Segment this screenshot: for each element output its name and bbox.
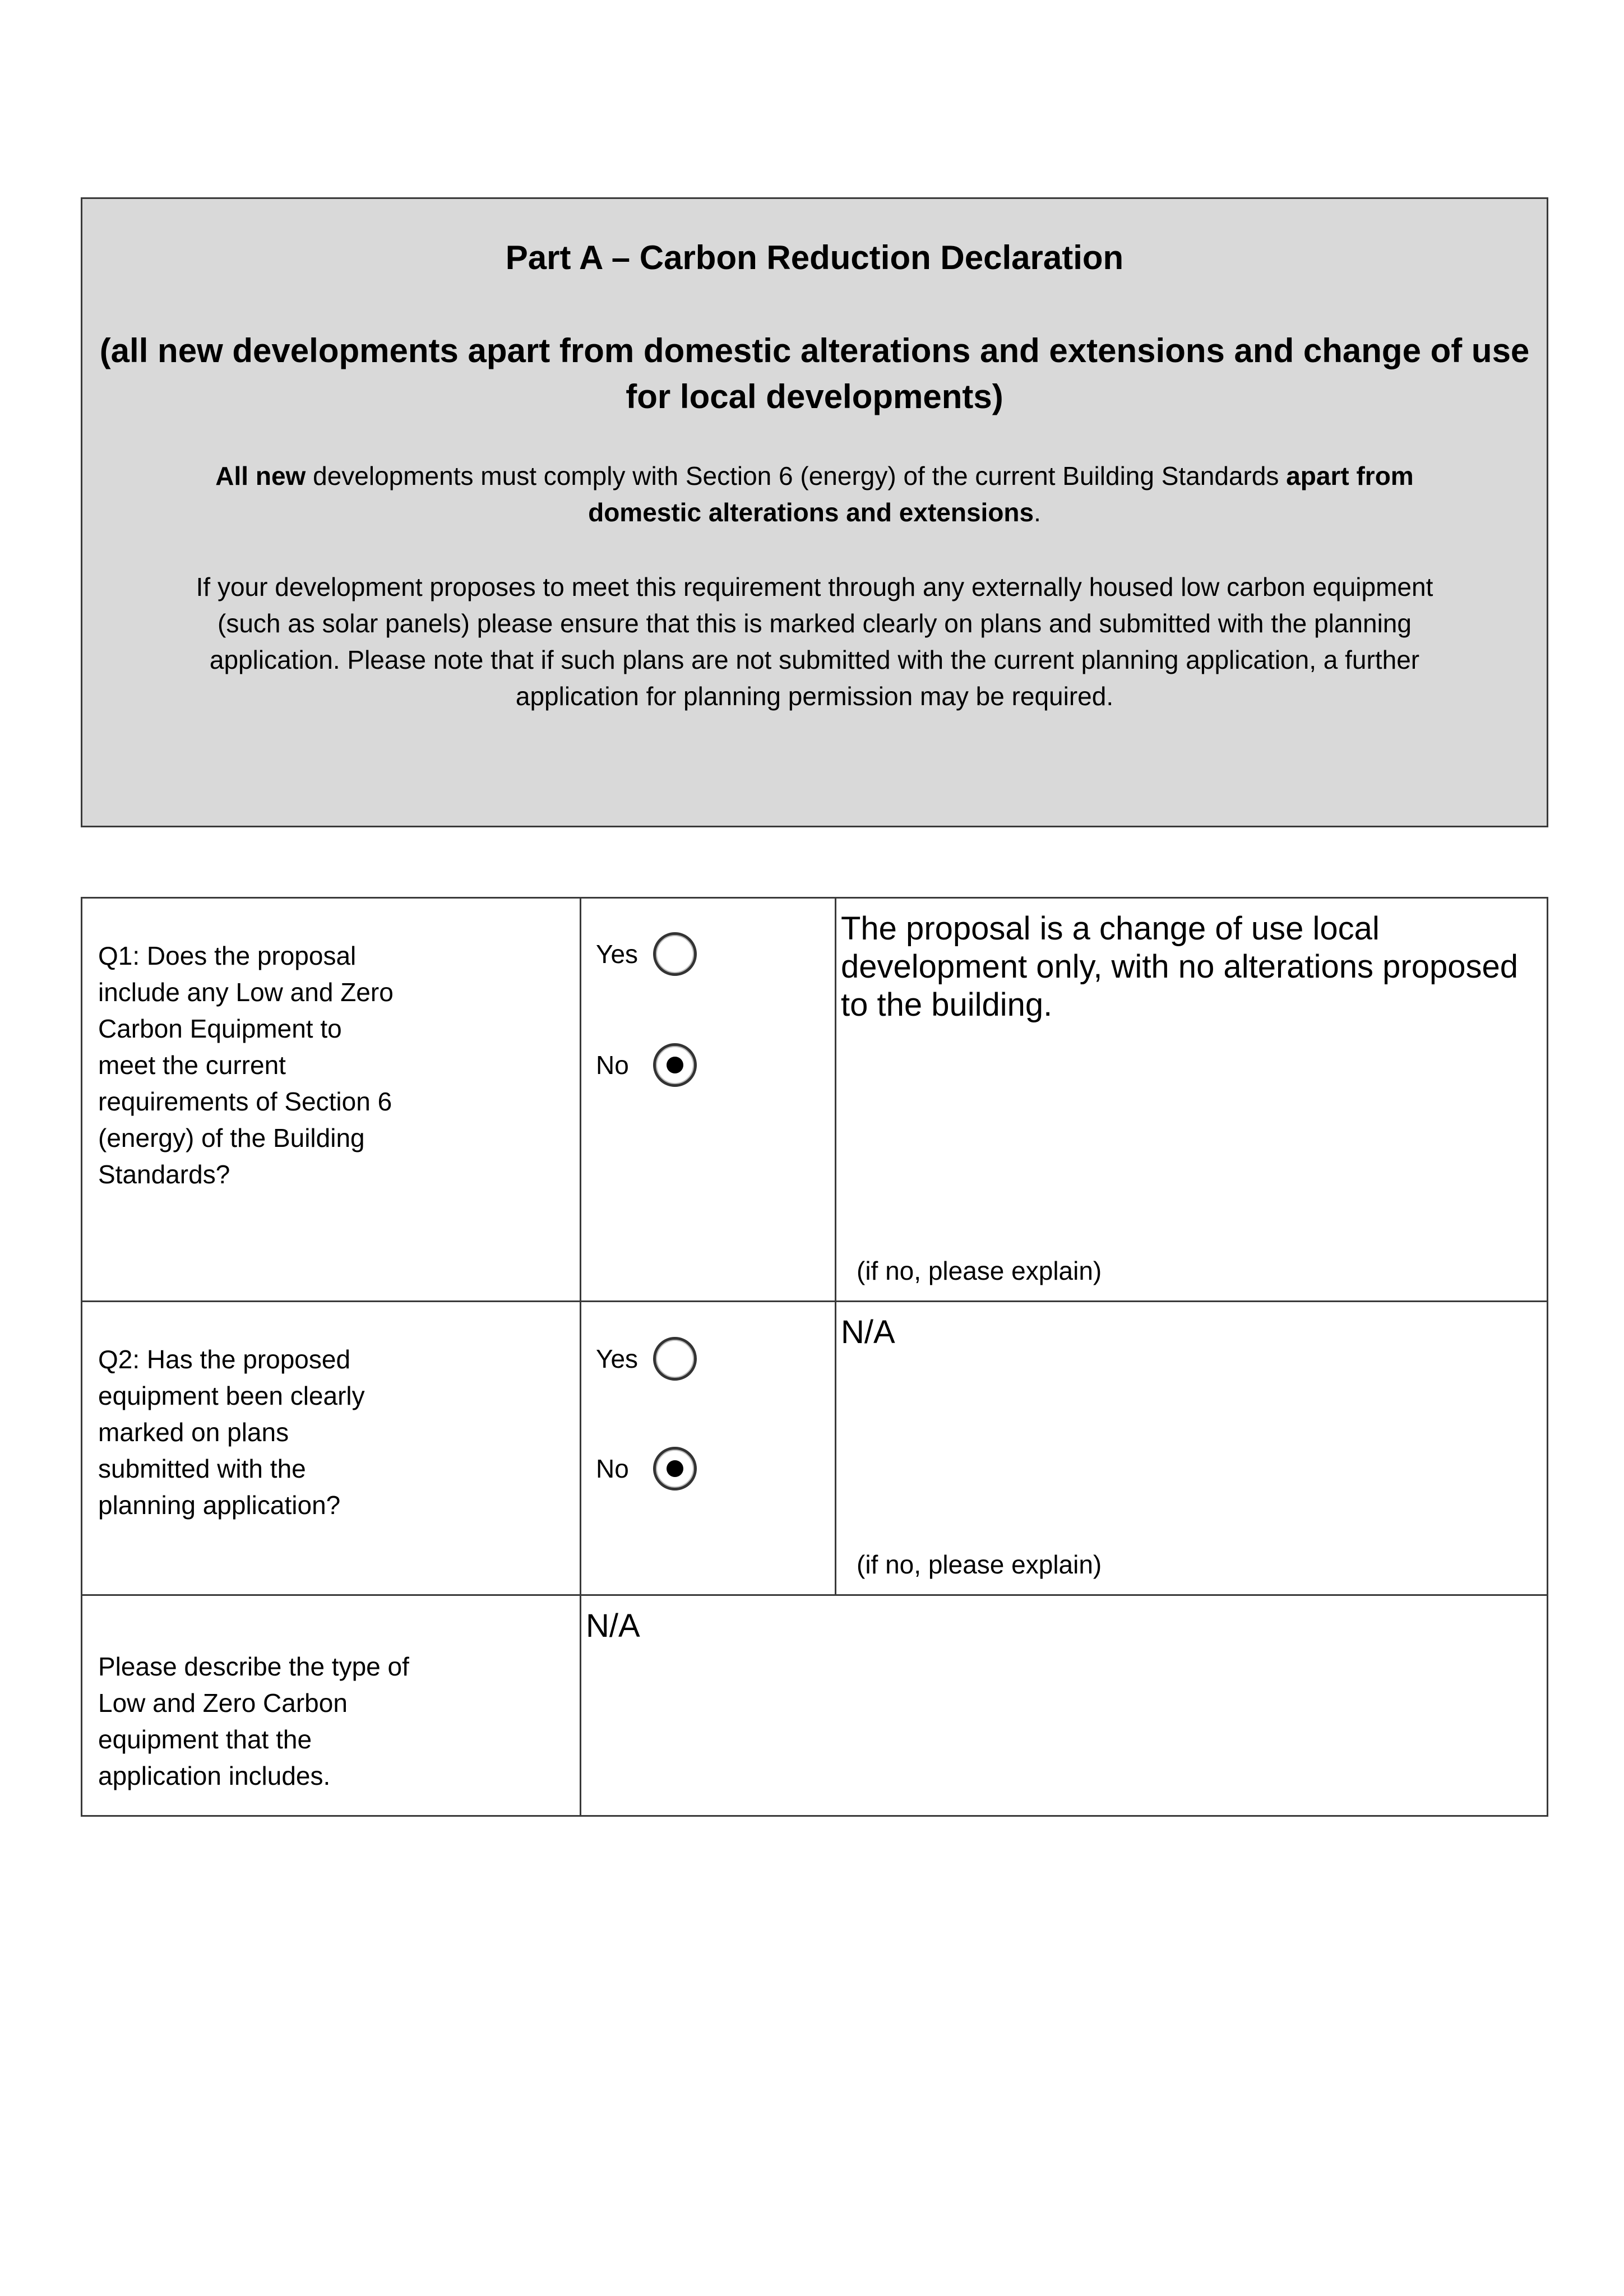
q1-no-label: No <box>596 1050 629 1080</box>
q2-question: Q2: Has the proposed equipment been clearly marked on plans submitted with the planning application? <box>98 1345 365 1520</box>
q1-no-option[interactable] <box>596 1043 697 1087</box>
q2-row <box>82 1302 1548 1595</box>
page-subtitle: (all new developments apart from domestic alterations and extensions and change of use for local developments) <box>99 332 1530 415</box>
q2-no-label: No <box>596 1454 629 1483</box>
q1-yes-radio[interactable] <box>653 932 697 976</box>
compliance-text-1: developments must comply with Section 6 (energy) of the current Building Standards <box>306 461 1287 490</box>
q2-no-option[interactable] <box>596 1447 697 1490</box>
q2-question-cell <box>82 1302 581 1595</box>
q3-question: Please describe the type of Low and Zero Carbon equipment that the application includes. <box>98 1652 409 1790</box>
compliance-bold-all-new: All new <box>215 461 306 490</box>
compliance-paragraph <box>195 458 1435 531</box>
q3-answer-cell[interactable] <box>581 1595 1548 1816</box>
q2-yes-label: Yes <box>596 1344 639 1373</box>
q1-explain-cell[interactable] <box>836 898 1548 1302</box>
q2-explain-cell[interactable] <box>836 1302 1548 1595</box>
page-title: Part A – Carbon Reduction Declaration <box>505 239 1124 276</box>
q1-row <box>82 898 1548 1302</box>
equipment-notice-paragraph: If your development proposes to meet this requirement through any externally housed low carbon equipment (such as solar panels) please ensure that this is marked clearly on plans and submitted with the planning application. Please note that if such plans are not submitted with the current planning application, a further application for planning permission may be required. <box>196 572 1433 711</box>
q1-explain-hint: (if no, please explain) <box>857 1256 1102 1285</box>
declaration-header <box>81 197 1548 827</box>
q3-answer-text[interactable]: N/A <box>586 1608 640 1644</box>
q2-no-radio[interactable] <box>653 1447 697 1490</box>
q1-yes-option[interactable] <box>596 932 697 976</box>
q2-explain-hint: (if no, please explain) <box>857 1550 1102 1579</box>
q3-row <box>82 1595 1548 1816</box>
q2-options-cell <box>581 1302 836 1595</box>
declaration-form-table <box>81 897 1548 1817</box>
q1-options-cell <box>581 898 836 1302</box>
q2-yes-option[interactable] <box>596 1337 697 1381</box>
q2-yes-radio[interactable] <box>653 1337 697 1381</box>
q1-yes-label: Yes <box>596 939 639 969</box>
q1-answer-text[interactable]: The proposal is a change of use local development only, with no alterations proposed to the building. <box>841 910 1519 1023</box>
q1-question-cell <box>82 898 581 1302</box>
compliance-text-2: . <box>1034 498 1041 527</box>
compliance-bold-exception: apart from domestic alterations and extensions <box>588 461 1414 527</box>
q1-question: Q1: Does the proposal include any Low and Zero Carbon Equipment to meet the current requirements of Section 6 (energy) of the Building Standards? <box>98 941 394 1189</box>
q2-answer-text[interactable]: N/A <box>841 1314 895 1350</box>
q1-no-radio[interactable] <box>653 1043 697 1087</box>
q3-question-cell <box>82 1595 581 1816</box>
